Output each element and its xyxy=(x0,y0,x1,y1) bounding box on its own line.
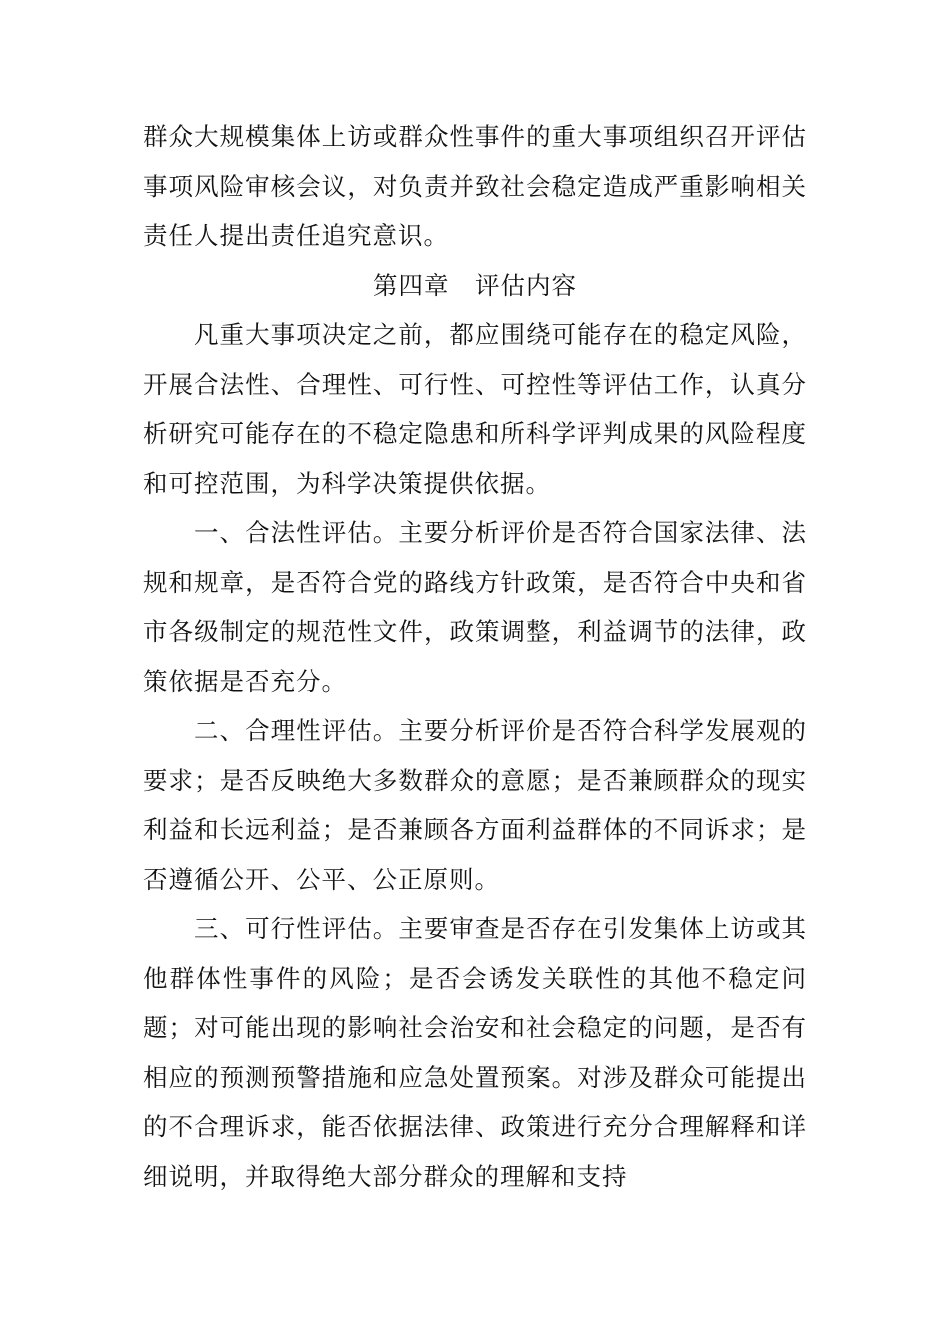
document-body xyxy=(143,112,807,1201)
paragraph-legality-assessment: 一、合法性评估。主要分析评价是否符合国家法律、法规和规章，是否符合党的路线方针政策，是否符合中央和省市各级制定的规范性文件，政策调整，利益调节的法律，政策依据是否充分。 xyxy=(143,518,807,696)
paragraph-feasibility-assessment: 三、可行性评估。主要审查是否存在引发集体上访或其他群体性事件的风险；是否会诱发关联性的其他不稳定问题；对可能出现的影响社会治安和社会稳定的问题，是否有相应的预测预警措施和应急处置预案。对涉及群众可能提出的不合理诉求，能否依据法律、政策进行充分合理解释和详细说明，并取得绝大部分群众的理解和支持 xyxy=(143,914,807,1191)
intro-paragraph: 群众大规模集体上访或群众性事件的重大事项组织召开评估事项风险审核会议，对负责并致社会稳定造成严重影响相关责任人提出责任追究意识。 xyxy=(143,122,807,250)
chapter-heading: 第四章 评估内容 xyxy=(373,270,577,300)
paragraph-rationality-assessment: 二、合理性评估。主要分析评价是否符合科学发展观的要求；是否反映绝大多数群众的意愿；是否兼顾群众的现实利益和长远利益；是否兼顾各方面利益群体的不同诉求；是否遵循公开、公平、公正原则。 xyxy=(143,716,807,894)
paragraph-overview: 凡重大事项决定之前，都应围绕可能存在的稳定风险，开展合法性、合理性、可行性、可控性等评估工作，认真分析研究可能存在的不稳定隐患和所科学评判成果的风险程度和可控范围，为科学决策提供依据。 xyxy=(143,320,807,498)
